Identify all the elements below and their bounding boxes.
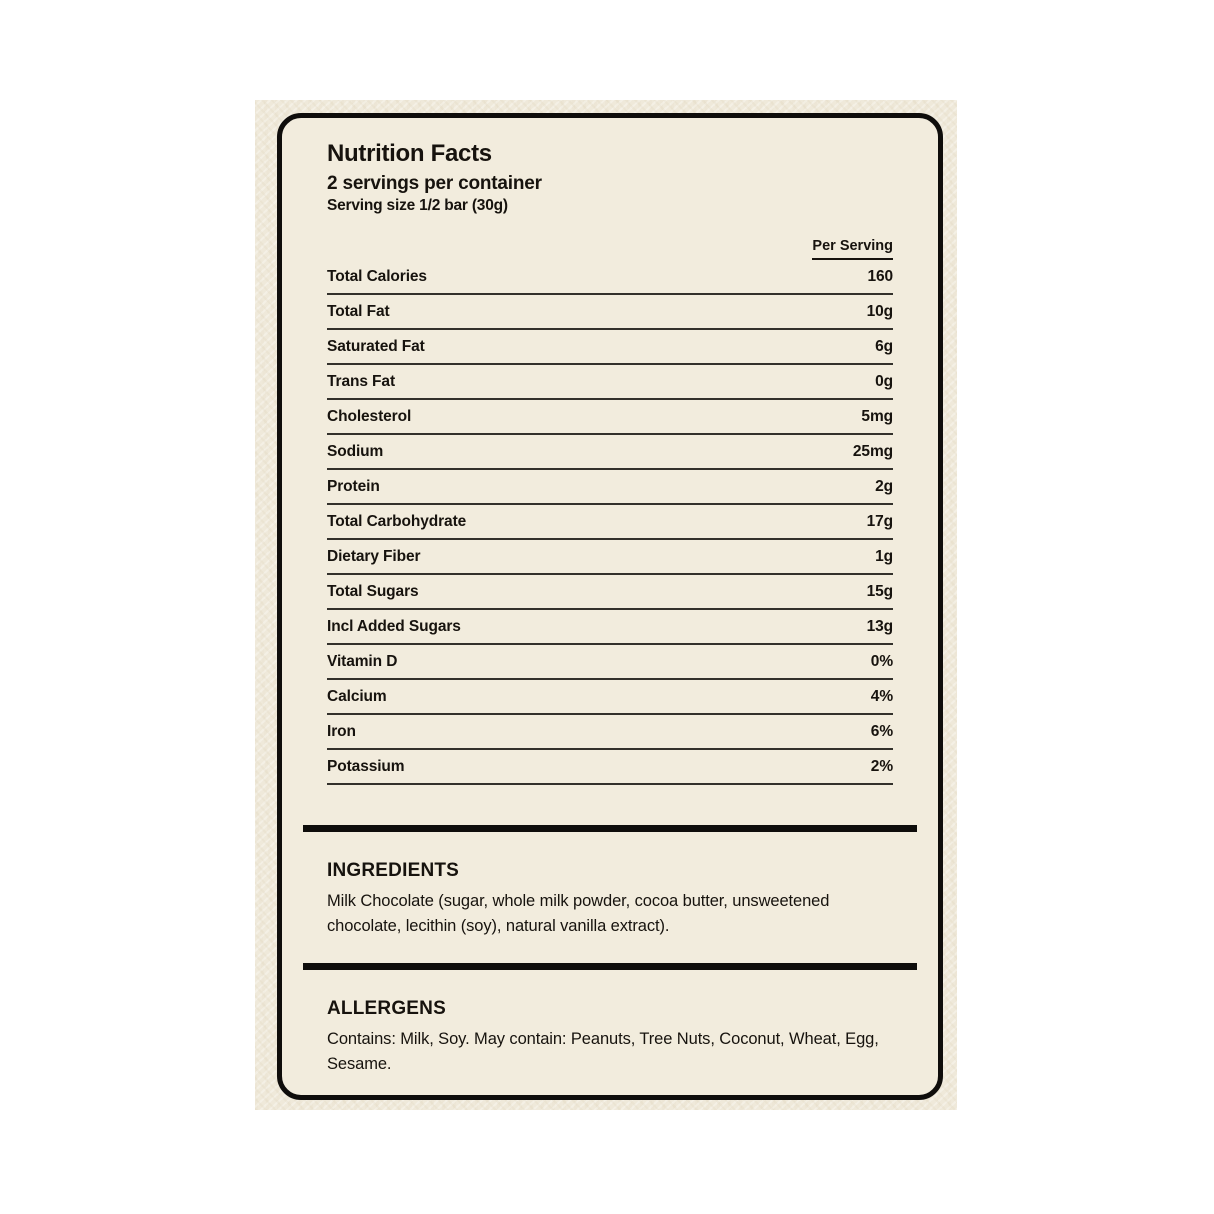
- allergens-heading: ALLERGENS: [327, 998, 446, 1019]
- row-value: 10g: [866, 302, 893, 320]
- allergens-section: [327, 998, 893, 1077]
- row-label: Protein: [327, 477, 380, 495]
- row-value: 0g: [875, 372, 893, 390]
- table-row: [327, 575, 893, 610]
- table-row: [327, 330, 893, 365]
- row-label: Total Sugars: [327, 582, 419, 600]
- table-row: [327, 645, 893, 680]
- table-row: [327, 260, 893, 295]
- table-row: [327, 540, 893, 575]
- ingredients-text: Milk Chocolate (sugar, whole milk powder, cocoa butter, unsweetened chocolate, lecithin (soy), natural vanilla extract).: [327, 892, 830, 935]
- per-serving-column-header: Per Serving: [812, 237, 893, 260]
- nutrition-label-panel: [255, 100, 957, 1110]
- nutrition-facts-title: Nutrition Facts: [327, 140, 492, 167]
- ingredients-section: [327, 860, 893, 939]
- table-row: [327, 715, 893, 750]
- serving-size: Serving size 1/2 bar (30g): [327, 197, 508, 214]
- table-row: [327, 680, 893, 715]
- row-label: Sodium: [327, 442, 384, 460]
- row-label: Saturated Fat: [327, 337, 425, 355]
- table-row: [327, 435, 893, 470]
- servings-per-container: 2 servings per container: [327, 173, 542, 194]
- row-value: 13g: [866, 617, 893, 635]
- table-row: [327, 610, 893, 645]
- nutrition-facts-card: [277, 113, 943, 1100]
- table-row: [327, 295, 893, 330]
- row-value: 160: [867, 267, 893, 285]
- table-row: [327, 505, 893, 540]
- row-value: 25mg: [852, 442, 893, 460]
- row-label: Cholesterol: [327, 407, 412, 425]
- row-value: 0%: [870, 652, 893, 670]
- row-label: Vitamin D: [327, 652, 398, 670]
- section-divider-bar: [303, 825, 917, 832]
- row-value: 5mg: [861, 407, 893, 425]
- nutrition-table: [327, 260, 893, 785]
- table-row: [327, 365, 893, 400]
- row-value: 2g: [875, 477, 893, 495]
- label-header: [327, 140, 893, 260]
- row-label: Total Fat: [327, 302, 390, 320]
- row-value: 17g: [866, 512, 893, 530]
- row-label: Total Carbohydrate: [327, 512, 467, 530]
- row-value: 2%: [870, 757, 893, 775]
- row-label: Dietary Fiber: [327, 547, 421, 565]
- section-divider-bar: [303, 963, 917, 970]
- row-label: Iron: [327, 722, 356, 740]
- table-row: [327, 750, 893, 785]
- row-label: Incl Added Sugars: [327, 617, 461, 635]
- row-value: 4%: [870, 687, 893, 705]
- allergens-text: Contains: Milk, Soy. May contain: Peanuts, Tree Nuts, Coconut, Wheat, Egg, Sesame.: [327, 1030, 879, 1073]
- row-value: 15g: [866, 582, 893, 600]
- table-row: [327, 470, 893, 505]
- row-label: Potassium: [327, 757, 405, 775]
- card-content: [282, 118, 938, 1095]
- row-label: Calcium: [327, 687, 387, 705]
- row-value: 6%: [870, 722, 893, 740]
- table-row: [327, 400, 893, 435]
- row-value: 1g: [875, 547, 893, 565]
- row-label: Total Calories: [327, 267, 427, 285]
- per-serving-header-row: [327, 237, 893, 260]
- ingredients-heading: INGREDIENTS: [327, 860, 460, 881]
- row-label: Trans Fat: [327, 372, 396, 390]
- row-value: 6g: [875, 337, 893, 355]
